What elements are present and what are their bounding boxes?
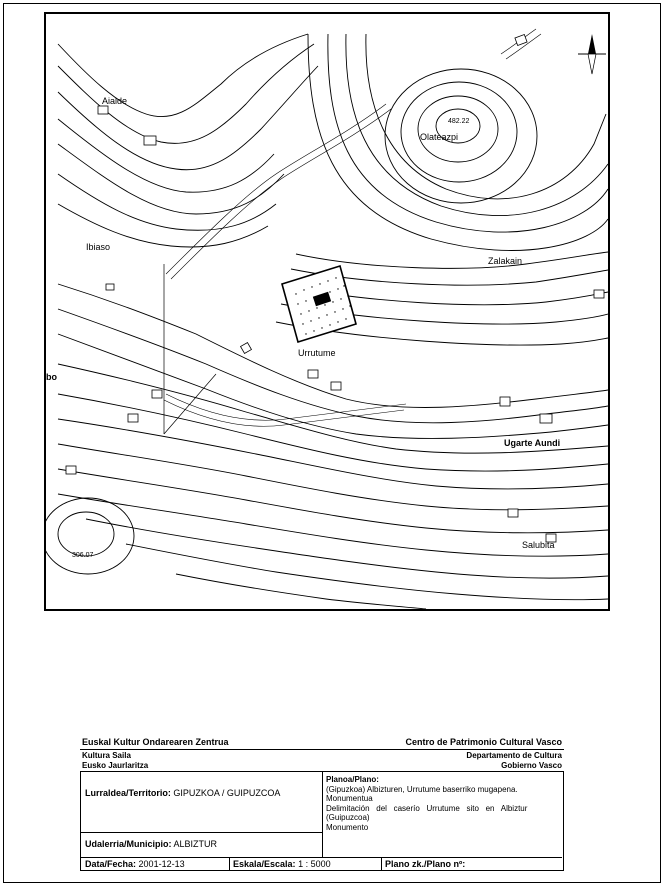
plan-line: Monumento — [326, 822, 369, 832]
plan-line: Delimitación del caserío Urrutume sito en Albiztur — [326, 803, 528, 813]
municipality-label: Udalerria/Municipio: — [85, 839, 172, 849]
municipality-value: ALBIZTUR — [173, 839, 218, 849]
dept-left: Kultura Saila — [82, 751, 131, 760]
map-frame[interactable] — [44, 12, 610, 611]
date-label: Data/Fecha: — [85, 859, 137, 869]
title-block-footer — [81, 857, 562, 870]
plan-line: (Gipuzkoa) Albizturen, Urrutume baserriko mugapena. — [326, 784, 518, 794]
plan-description-cell — [323, 772, 562, 857]
plan-number-cell — [385, 858, 465, 870]
dept-right: Departamento de Cultura — [466, 751, 562, 760]
footer-divider — [381, 858, 382, 870]
label-ibiaso: Ibiaso — [86, 242, 111, 252]
date-cell — [85, 858, 185, 870]
label-urrutume: Urrutume — [298, 348, 336, 358]
topographic-map[interactable] — [46, 14, 608, 609]
plan-number-label: Plano zk./Plano nº: — [385, 859, 466, 869]
institution-header — [80, 737, 564, 771]
label-olateazpi: Olateazpi — [420, 132, 459, 142]
org-name-left: Euskal Kultur Ondarearen Zentrua — [82, 737, 229, 747]
date-value: 2001-12-13 — [138, 859, 185, 869]
title-block — [80, 771, 564, 871]
territory-cell — [81, 772, 323, 832]
plan-line: (Guipuzcoa) — [326, 813, 370, 822]
header-rule — [80, 749, 564, 750]
footer-divider — [229, 858, 230, 870]
org-name-right: Centro de Patrimonio Cultural Vasco — [405, 737, 562, 747]
plan-line: Monumentua — [326, 794, 373, 803]
territory-label: Lurraldea/Territorio: — [85, 788, 171, 798]
label-aialde: Aialde — [102, 96, 128, 106]
label-zalakain: Zalakain — [488, 256, 523, 266]
municipality-cell — [81, 832, 323, 857]
scale-cell — [233, 858, 331, 870]
spot-height-lower-left: 306.07 — [72, 552, 94, 559]
gov-right: Gobierno Vasco — [501, 761, 562, 770]
label-salubita: Salubita — [522, 540, 555, 550]
scale-value: 1 : 5000 — [298, 859, 331, 869]
spot-height-peak: 482.22 — [448, 118, 470, 125]
label-ugarte-aundi: Ugarte Aundi — [504, 438, 561, 448]
label-edge: bo — [46, 372, 57, 382]
scale-label: Eskala/Escala: — [233, 859, 296, 869]
north-arrow-icon — [578, 34, 606, 74]
plan-label: Planoa/Plano: — [326, 775, 379, 784]
territory-value: GIPUZKOA / GUIPUZCOA — [173, 788, 281, 798]
gov-left: Eusko Jaurlaritza — [82, 761, 149, 770]
